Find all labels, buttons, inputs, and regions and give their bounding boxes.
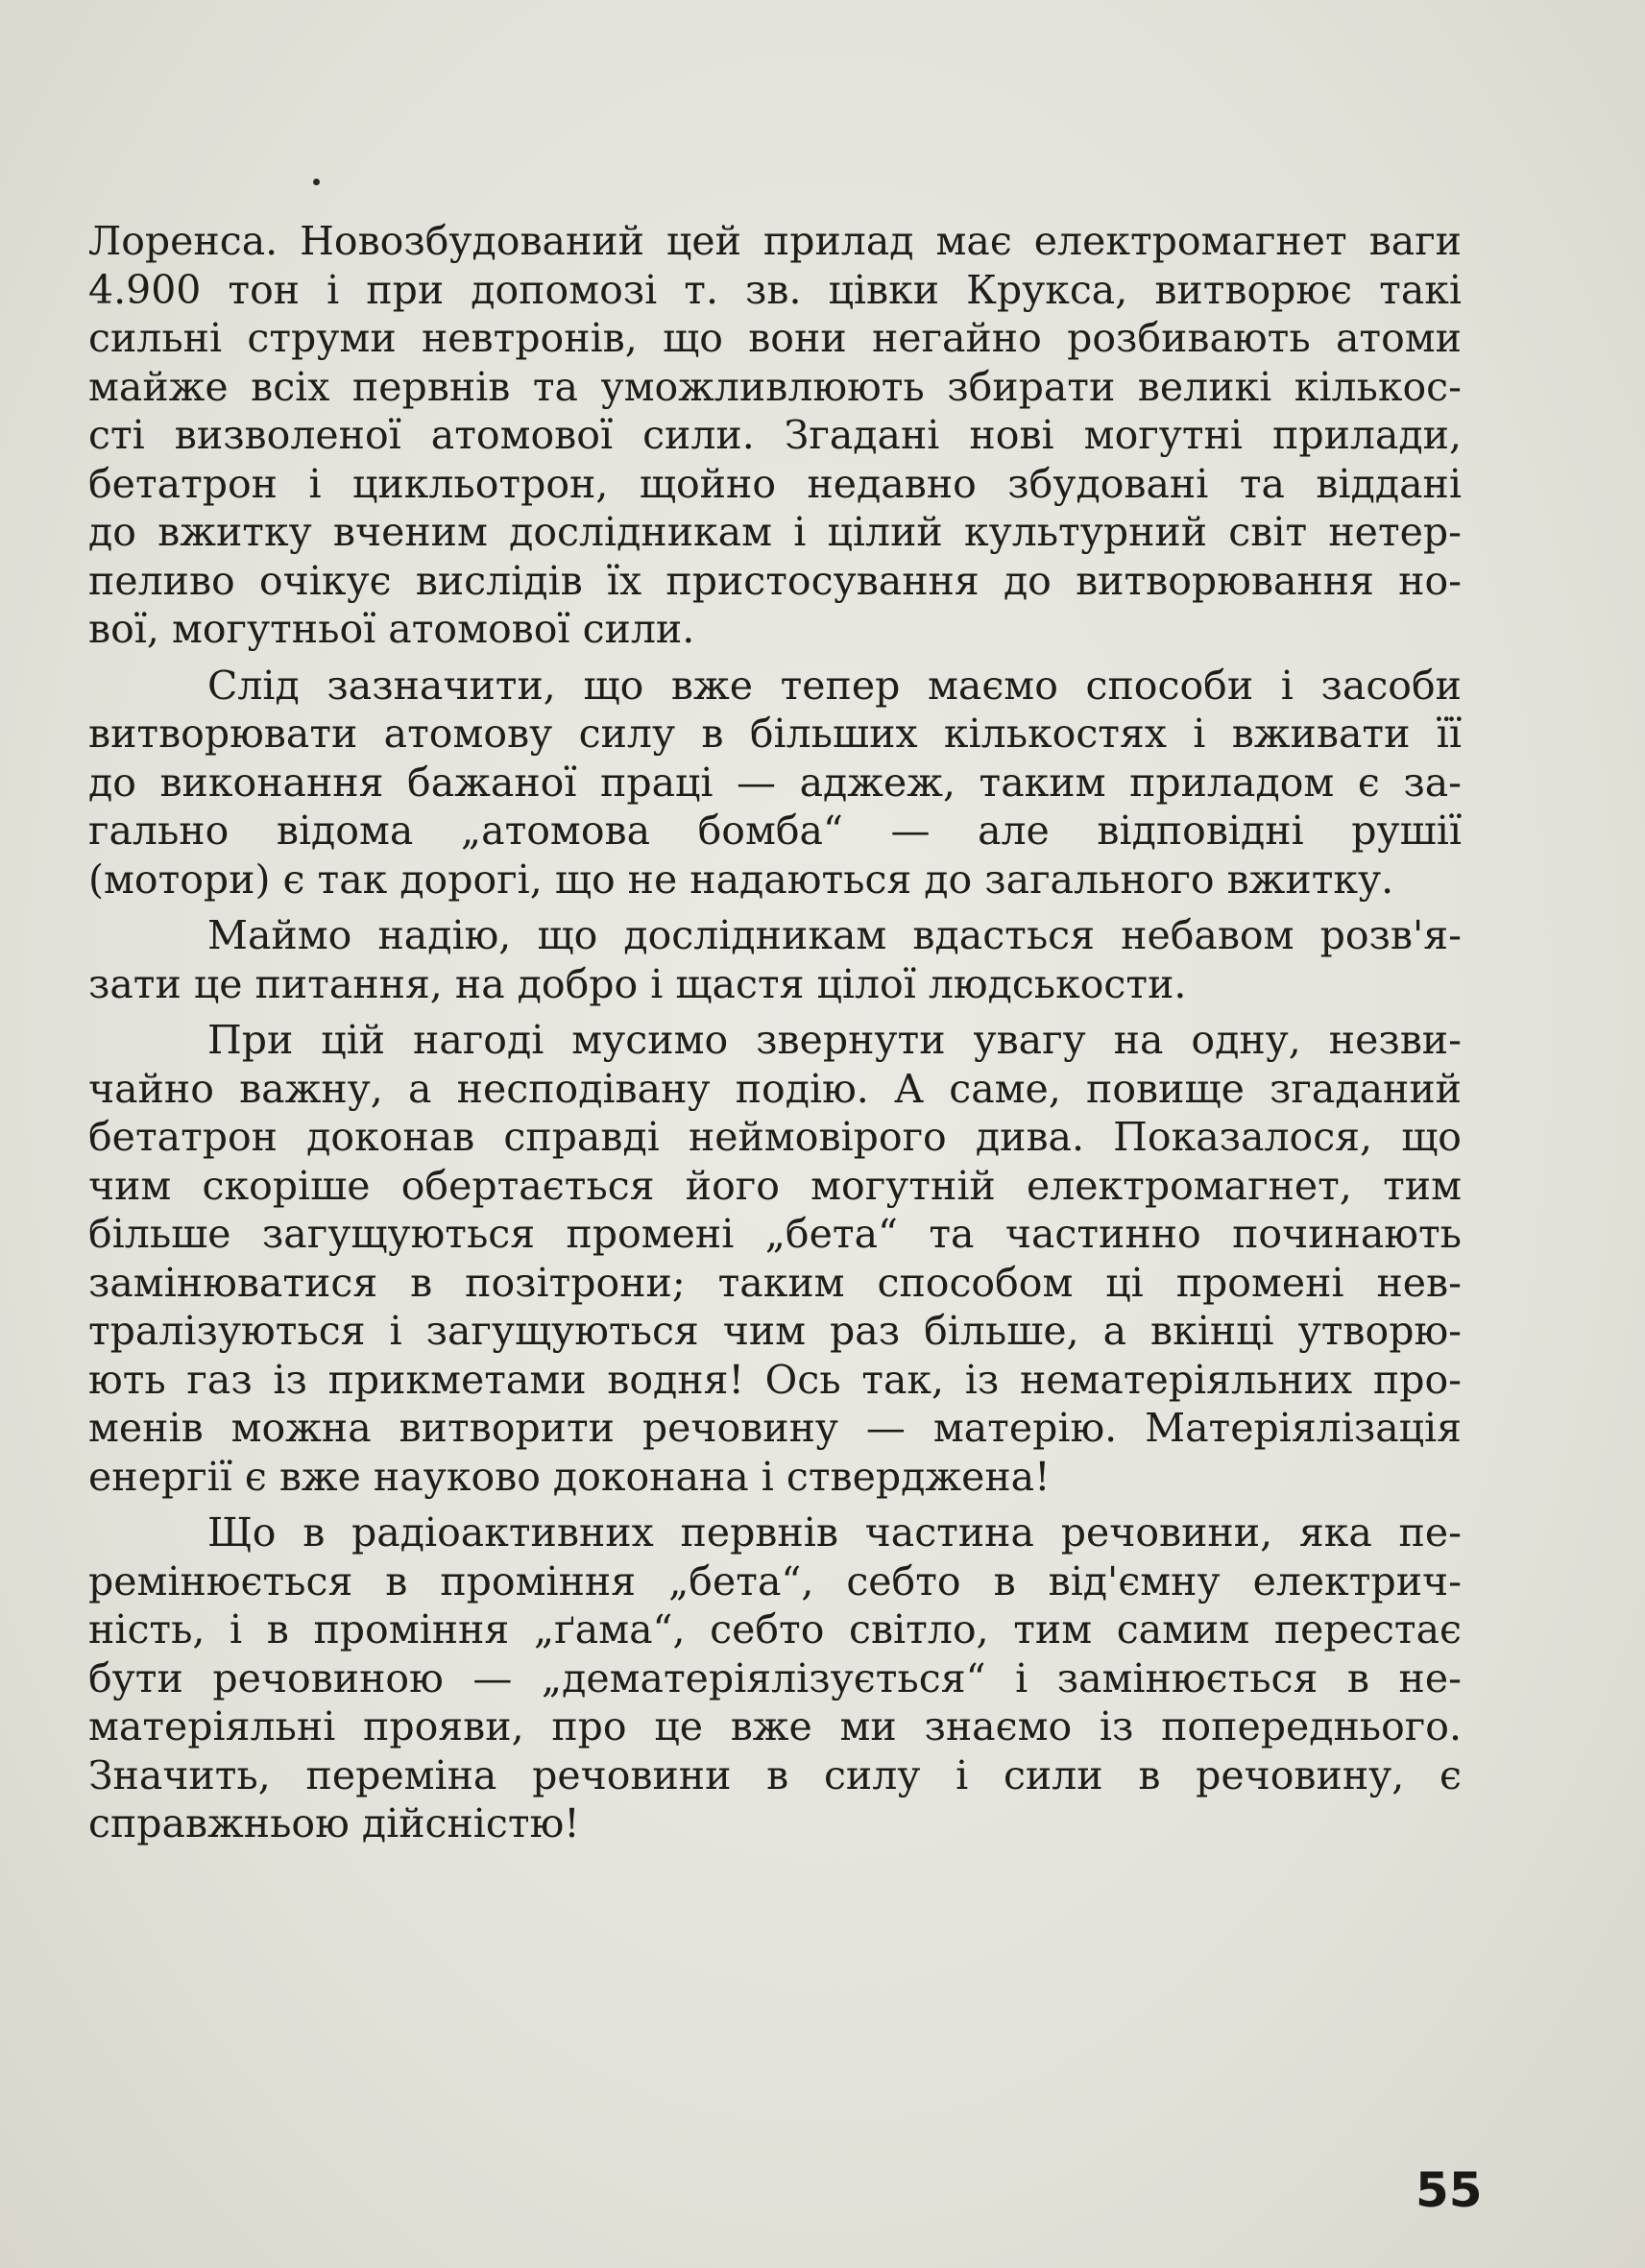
text-line: ремінюється в проміння „бета“, себто в від'ємну електрич-: [88, 1557, 1462, 1604]
text-line: енергії є вже науково доконана і стверджена!: [88, 1453, 1051, 1500]
text-line: більше загущуються промені „бета“ та частинно починають: [88, 1211, 1462, 1257]
text-line: Значить, переміна речовини в силу і сили в речовину, є: [88, 1751, 1462, 1798]
text-line: Маймо надію, що дослідникам вдасться небавом розв'я-: [207, 912, 1462, 958]
text-line: витворювати атомову силу в більших кількостях і вживати її: [88, 711, 1462, 757]
text-line: бути речовиною — „дематеріялізується“ і замінюється в не-: [88, 1654, 1462, 1701]
text-line: зати це питання, на добро і щастя цілої людськости.: [88, 960, 1187, 1007]
text-line: до виконання бажаної праці — аджеж, таким приладом є за-: [88, 759, 1462, 806]
text-line: вої, могутньої атомової сили.: [88, 606, 695, 652]
text-line: Слід зазначити, що вже тепер маємо способи і засоби: [207, 662, 1462, 709]
text-line: гально відома „атомова бомба“ — але відповідні рушії: [88, 808, 1462, 854]
text-line: менів можна витворити речовину — матерію. Матеріялізація: [88, 1405, 1462, 1451]
paragraph-3: [88, 911, 1462, 1008]
text-line: тралізуються і загущуються чим раз більше, а вкінці утворю-: [88, 1308, 1462, 1354]
text-line: ність, і в проміння „ґама“, себто світло, тим самим перестає: [88, 1606, 1462, 1653]
ink-speck: [313, 179, 320, 185]
text-line: (мотори) є так дорогі, що не надаються до загального вжитку.: [88, 856, 1394, 903]
text-line: замінюватися в позітрони; таким способом ці промені нев-: [88, 1259, 1462, 1306]
text-line: справжньою дійсністю!: [88, 1800, 580, 1846]
text-line: Що в радіоактивних первнів частина речовини, яка пе-: [207, 1509, 1462, 1556]
text-line: пеливо очікує вислідів їх пристосування до витворювання но-: [88, 557, 1462, 604]
text-line: ють газ із прикметами водня! Ось так, із нематеріяльних про-: [88, 1356, 1462, 1403]
paragraph-5: [88, 1508, 1462, 1848]
text-line: до вжитку вченим дослідникам і цілий культурний світ нетер-: [88, 509, 1462, 555]
text-line: матеріяльні прояви, про це вже ми знаємо із попереднього.: [88, 1703, 1462, 1749]
page-number: 55: [1415, 2162, 1483, 2218]
text-line: 4.900 тон і при допомозі т. зв. цівки Крукса, витворює такі: [88, 266, 1462, 313]
paragraph-2: [88, 662, 1462, 905]
body-text: [88, 217, 1462, 1856]
text-line: чайно важну, а несподівану подію. А саме, повище згаданий: [88, 1065, 1462, 1112]
text-line: сті визволеної атомової сили. Згадані нові могутні прилади,: [88, 412, 1462, 458]
text-line: майже всіх первнів та уможливлюють збирати великі кількос-: [88, 363, 1462, 410]
text-line: При цій нагоді мусимо звернути увагу на одну, незви-: [207, 1017, 1462, 1063]
text-line: чим скоріше обертається його могутній електромагнет, тим: [88, 1162, 1462, 1209]
text-line: сильні струми невтронів, що вони негайно розбивають атоми: [88, 315, 1462, 361]
paragraph-1: [88, 217, 1462, 654]
paragraph-4: [88, 1016, 1462, 1501]
text-line: бетатрон доконав справді неймовірого дива. Показалося, що: [88, 1114, 1462, 1160]
text-line: Лоренса. Новозбудований цей прилад має електромагнет ваги: [88, 218, 1462, 264]
text-line: бетатрон і цикльотрон, щойно недавно збудовані та віддані: [88, 460, 1462, 507]
